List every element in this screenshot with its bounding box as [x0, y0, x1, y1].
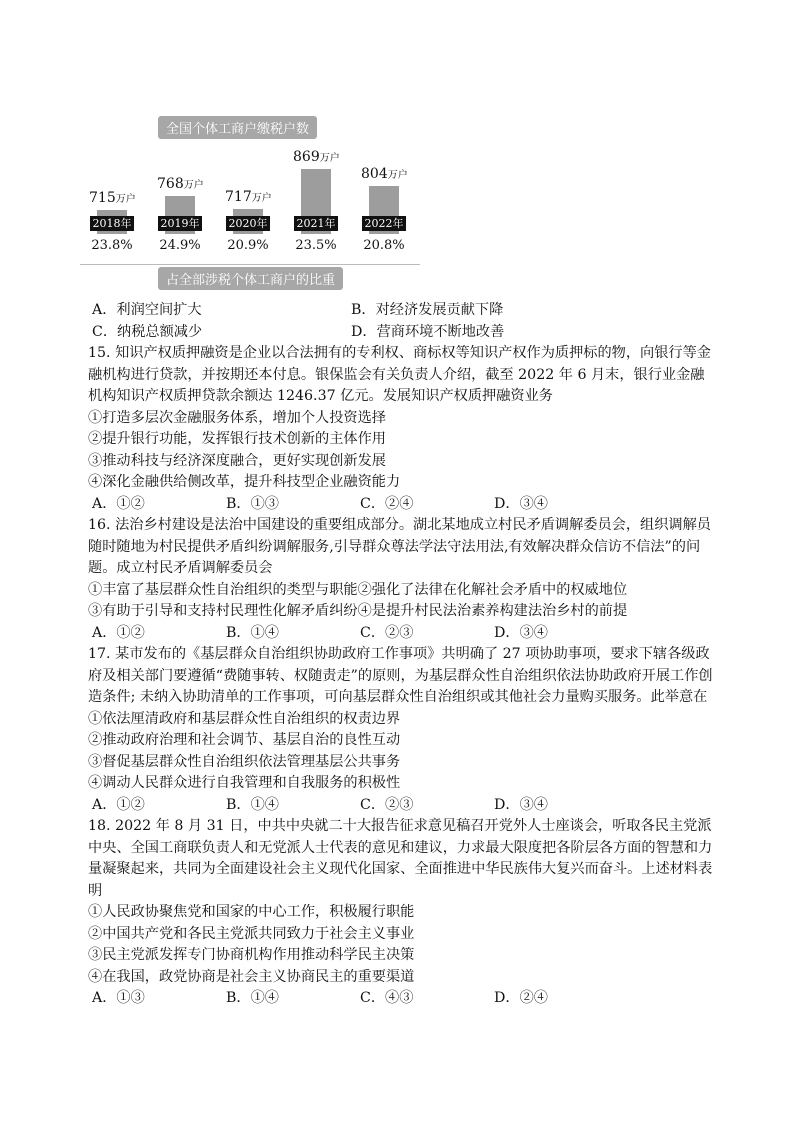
q18-option-a[interactable]: A．①③ — [92, 990, 145, 1006]
q18-option-d[interactable]: D．②④ — [494, 990, 548, 1006]
bar-value-label: 768万户 — [157, 175, 204, 192]
chart-title: 全国个体工商户缴税户数 — [158, 116, 317, 139]
bar-unit-label: 万户 — [183, 179, 204, 191]
q15-option-d[interactable]: D．③④ — [494, 495, 548, 512]
q18-stem: 18. 2022 年 8 月 31 日，中共中央就二十大报告征求意见稿召开党外人士座谈会，听取各民主党派中央、全国工商联负责人和无党派人士代表的意见和建议，力求最大限度把各阶层各方面的智慧和力量凝聚起来，共同为全面建设社会主义现代化国家、全面推进中华民族伟大复兴而奋斗。上述材料表明 — [88, 818, 713, 899]
q16-item-2: ③有助于引导和支持村民理性化解矛盾纠纷④是提升村民法治素养构建法治乡村的前提 — [88, 603, 628, 619]
q17-option-a[interactable]: A．①② — [92, 796, 145, 813]
q15-item-1: ①打造多层次金融服务体系，增加个人投资选择 — [88, 409, 386, 426]
q17-option-b[interactable]: B．①④ — [226, 796, 279, 813]
q14-option-b[interactable]: B．对经济发展贡献下降 — [351, 302, 504, 318]
year-label: 2019年 — [158, 216, 202, 231]
percent-label: 20.9% — [227, 238, 269, 253]
year-label: 2022年 — [362, 216, 406, 231]
tax-chart — [80, 112, 420, 292]
q17-stem: 17. 某市发布的《基层群众自治组织协助政府工作事项》共明确了 27 项协助事项，要求下辖各级政府及相关部门要遵循“费随事转、权随责走”的原则，为基层群众性自治组织依法协助政府开展工作创造条件; 未纳入协助清单的工作事项，可向基层群众性自治组织或其他社会力量购买服务。此举意在 — [88, 646, 713, 705]
bar-value-label: 715万户 — [89, 190, 136, 206]
percent-label: 23.5% — [295, 238, 337, 253]
q16-option-c[interactable]: C．②③ — [360, 624, 414, 641]
q15-stem: 15. 知识产权质押融资是企业以合法拥有的专利权、商标权等知识产权作为质押标的物，向银行等金融机构进行贷款，并按期还本付息。银保监会有关负责人介绍，截至 2022 年 6 月末，银行业金融机构知识产权质押贷款余额达 1246.37 亿元。发展知识产权质押融资业务 — [88, 345, 711, 404]
q18-item-1: ①人民政协聚焦党和国家的中心工作，积极履行职能 — [88, 904, 415, 920]
q17-options — [88, 795, 718, 817]
q17-option-c[interactable]: C．②③ — [360, 796, 414, 813]
q15-item-2: ②提升银行功能，发挥银行技术创新的主体作用 — [88, 431, 386, 447]
year-label: 2020年 — [226, 216, 270, 231]
q18-item-3: ③民主党派发挥专门协商机构作用推动科学民主决策 — [88, 947, 415, 963]
q14-option-d[interactable]: D．营商环境不断地改善 — [351, 323, 505, 340]
q18-option-b[interactable]: B．①④ — [226, 990, 279, 1006]
q18-item-2: ②中国共产党和各民主党派共同致力于社会主义事业 — [88, 925, 415, 942]
questions — [88, 300, 718, 1010]
q15-item-4: ④深化金融供给侧改革，提升科技型企业融资能力 — [88, 474, 401, 490]
bar-value-label: 869万户 — [293, 148, 340, 165]
percent-label: 20.8% — [363, 238, 405, 253]
q14-options — [88, 300, 718, 322]
q14-option-a[interactable]: A．利润空间扩大 — [92, 302, 202, 318]
q16-options — [88, 623, 718, 645]
q15-options — [88, 494, 718, 516]
q16-item-1: ①丰富了基层群众性自治组织的类型与职能②强化了法律在化解社会矛盾中的权威地位 — [88, 581, 628, 598]
q16-stem: 16. 法治乡村建设是法治中国建设的重要组成部分。湖北某地成立村民矛盾调解委员会，组织调解员随时随地为村民提供矛盾纠纷调解服务,引导群众尊法学法守法用法,有效解决群众信访不信法”的问题。成立村民矛盾调解委员会 — [88, 517, 711, 576]
q18-options — [88, 988, 718, 1010]
bar-unit-label: 万户 — [319, 152, 340, 164]
chart-subtitle: 占全部涉税个体工商户的比重 — [158, 267, 343, 290]
q18-item-4: ④在我国，政党协商是社会主义协商民主的重要渠道 — [88, 968, 415, 985]
q16-option-d[interactable]: D．③④ — [494, 624, 548, 641]
chart-divider — [80, 264, 420, 265]
q14-options-2 — [88, 322, 718, 344]
q17-item-2: ②推动政府治理和社会调节、基层自治的良性互动 — [88, 732, 401, 748]
q17-item-3: ③督促基层群众性自治组织依法管理基层公共事务 — [88, 753, 401, 770]
bar-value-label: 717万户 — [225, 189, 272, 206]
q17-option-d[interactable]: D．③④ — [494, 796, 548, 813]
q14-option-c[interactable]: C．纳税总额减少 — [92, 323, 203, 340]
q17-item-4: ④调动人民群众进行自我管理和自我服务的积极性 — [88, 775, 401, 791]
q17-item-1: ①依法厘清政府和基层群众性自治组织的权责边界 — [88, 710, 401, 727]
percent-label: 24.9% — [159, 238, 201, 253]
q15-item-3: ③推动科技与经济深度融合，更好实现创新发展 — [88, 452, 386, 469]
q16-option-a[interactable]: A．①② — [92, 624, 145, 641]
q16-option-b[interactable]: B．①④ — [226, 624, 279, 641]
bar-unit-label: 万户 — [115, 194, 136, 205]
q18-option-c[interactable]: C．④③ — [360, 990, 414, 1006]
q15-option-b[interactable]: B．①③ — [226, 495, 279, 512]
q15-option-a[interactable]: A．①② — [92, 495, 145, 512]
bar-unit-label: 万户 — [251, 193, 272, 205]
year-label: 2018年 — [90, 216, 134, 231]
year-label: 2021年 — [294, 216, 338, 231]
q15-option-c[interactable]: C．②④ — [360, 495, 414, 512]
bar-value-label: 804万户 — [361, 166, 408, 183]
percent-label: 23.8% — [91, 238, 133, 253]
bar-unit-label: 万户 — [387, 170, 408, 182]
